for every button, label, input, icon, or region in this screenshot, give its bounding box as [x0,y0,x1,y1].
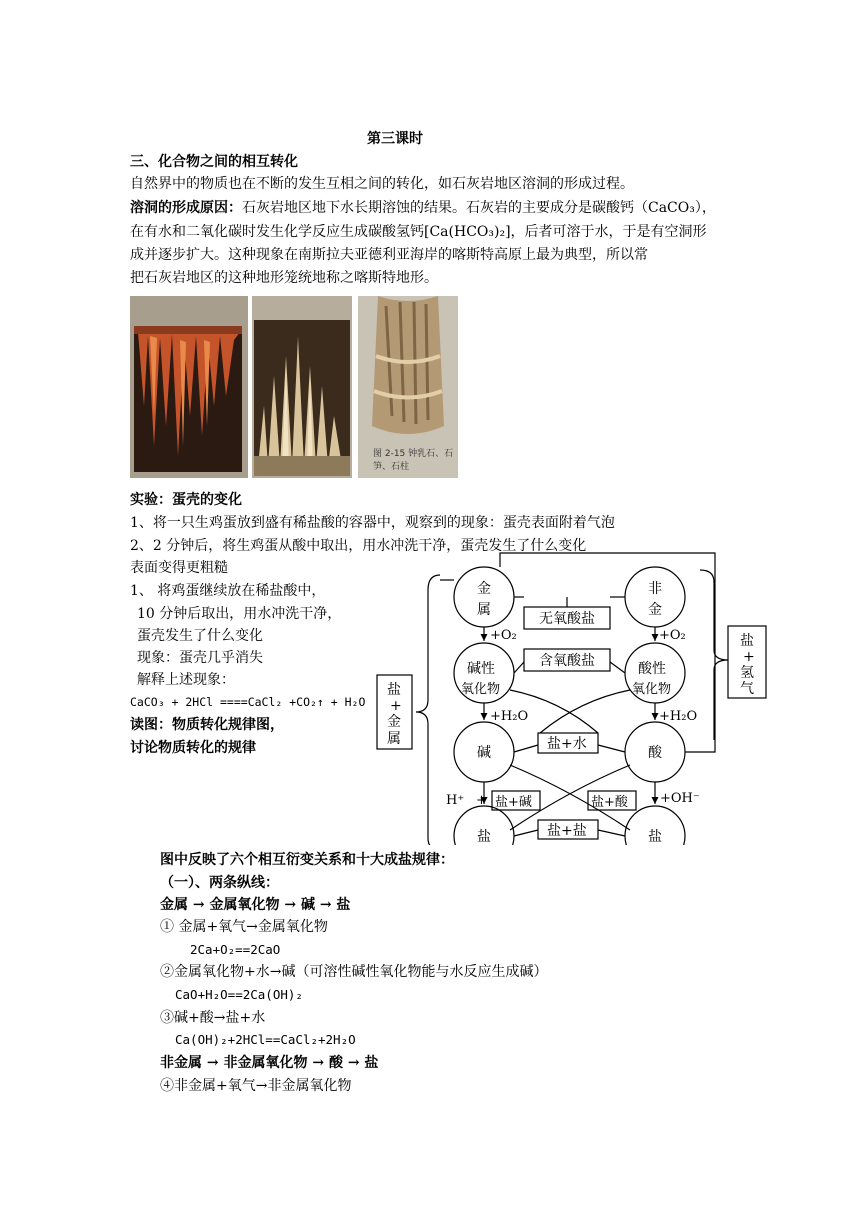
base-label: 碱 [477,745,491,761]
metal-label-2: 属 [477,602,491,618]
metal-circle [454,567,514,627]
acidic-oxide-label-1: 酸性 [638,661,666,677]
rule-2: ②金属氧化物+水→碱（可溶性碱性氧化物能与水反应生成碱） [160,964,548,980]
experiment-step3b: 10 分钟后取出，用水冲洗干净， [137,606,342,622]
nonmetal-circle [625,567,685,627]
stalactite-photo-1 [130,296,248,478]
experiment-step3a: 1、 将鸡蛋继续放在稀盐酸中， [130,583,326,599]
rule-1-equation: 2Ca+O₂==2CaO [190,942,281,957]
salt-base-label: 盐+碱 [495,795,532,810]
photo-caption-2: 笋、石柱 [373,462,410,472]
cave-line3: 成并逐步扩大。这种现象在南斯拉夫亚德利亚海岸的喀斯特高原上最为典型，所以常 [130,247,648,263]
cave-line2: 在有水和二氧化碳时发生化学反应生成碳酸氢钙[Ca(HCO₃)₂]，后者可溶于水，于是有空洞形 [130,224,707,240]
cave-label: 溶洞的形成原因： [130,200,242,216]
experiment-equation: CaCO₃ + 2HCl ====CaCl₂ +CO₂↑ + H₂O [130,695,366,709]
plus-o2-left: +O₂ [490,628,517,643]
cave-paragraph-line1 [130,198,716,218]
plus-h2o-left: +H₂O [490,709,529,724]
salt-h2-2: + [743,649,755,665]
basic-oxide-label-1: 碱性 [467,661,495,677]
metal-chain: 金属 → 金属氧化物 → 碱 → 盐 [160,897,351,913]
conversion-diagram [372,545,802,845]
cave-line4: 把石灰岩地区的这种地形笼统地称之喀斯特地形。 [130,270,438,286]
experiment-step3d: 现象：蛋壳几乎消失 [137,650,263,666]
experiment-title: 实验：蛋壳的变化 [130,492,242,508]
intro-text: 自然界中的物质也在不断的发生互相之间的转化，如石灰岩地区溶洞的形成过程。 [130,176,634,192]
two-lines-heading: （一）、两条纵线： [160,875,279,891]
salt-h2-3: 氢 [740,665,754,681]
cave-line1: 石灰岩地区地下水长期溶蚀的结果。石灰岩的主要成分是碳酸钙（CaCO₃）， [242,200,716,216]
cave-photos [130,296,458,478]
plus-o2-right: +O₂ [659,628,686,643]
basic-oxide-label-2: 氧化物 [461,682,501,697]
metal-label-1: 金 [477,581,491,597]
experiment-result2: 表面变得更粗糙 [130,560,228,576]
nonmetal-label-2: 金 [648,602,662,618]
acid-label: 酸 [648,745,662,761]
read-diagram-label: 读图：物质转化规律图， [130,717,284,733]
salt-acid-label: 盐+酸 [591,795,628,810]
lesson-title: 第三课时 [367,131,423,147]
plus-sign-label: + [476,793,487,808]
acidic-oxide-label-2: 氧化物 [632,682,672,697]
photo-caption-1: 图 2-15 钟乳石、石 [373,449,454,459]
h-plus-label: H⁺ [446,793,465,808]
nonmetal-chain: 非金属 → 非金属氧化物 → 酸 → 盐 [160,1055,379,1071]
salt-metal-4: 属 [387,731,401,747]
salt-metal-2: + [390,698,402,714]
experiment-step1: 1、将一只生鸡蛋放到盛有稀盐酸的容器中，观察到的现象：蛋壳表面附着气泡 [130,515,615,531]
rule-1: ① 金属+氧气→金属氧化物 [160,919,328,935]
stalagmite-photo-2 [252,296,352,478]
summary-text: 图中反映了六个相互衍变关系和十大成盐规律： [160,852,454,868]
experiment-explain: 解释上述现象： [137,672,235,688]
discuss-label: 讨论物质转化的规律 [130,740,256,756]
salt-left-label: 盐 [477,829,491,845]
rule-2-equation: CaO+H₂O==2Ca(OH)₂ [175,987,303,1002]
salt-h2-4: 气 [740,681,754,697]
salt-salt-label: 盐+盐 [547,823,587,839]
plus-h2o-right: +H₂O [659,709,698,724]
salt-water-label: 盐+水 [547,736,587,752]
salt-metal-3: 金 [387,714,401,730]
salt-metal-1: 盐 [387,682,401,698]
rule-3: ③碱+酸→盐+水 [160,1010,266,1026]
oxy-salt-label: 含氧酸盐 [539,653,595,669]
experiment-step2: 2、2 分钟后，将生鸡蛋从酸中取出，用水冲洗干净，蛋壳发生了什么变化 [130,538,587,554]
plus-oh-label: +OH⁻ [660,791,700,806]
section-title: 三、化合物之间的相互转化 [130,154,298,170]
experiment-step3c: 蛋壳发生了什么变化 [137,628,263,644]
nonmetal-label-1: 非 [648,581,662,597]
rule-4: ④非金属+氧气→非金属氧化物 [160,1078,352,1094]
oxygen-free-salt-label: 无氧酸盐 [539,611,595,627]
salt-right-label: 盐 [648,829,662,845]
salt-h2-1: 盐 [740,633,754,649]
rule-3-equation: Ca(OH)₂+2HCl==CaCl₂+2H₂O [175,1032,356,1047]
